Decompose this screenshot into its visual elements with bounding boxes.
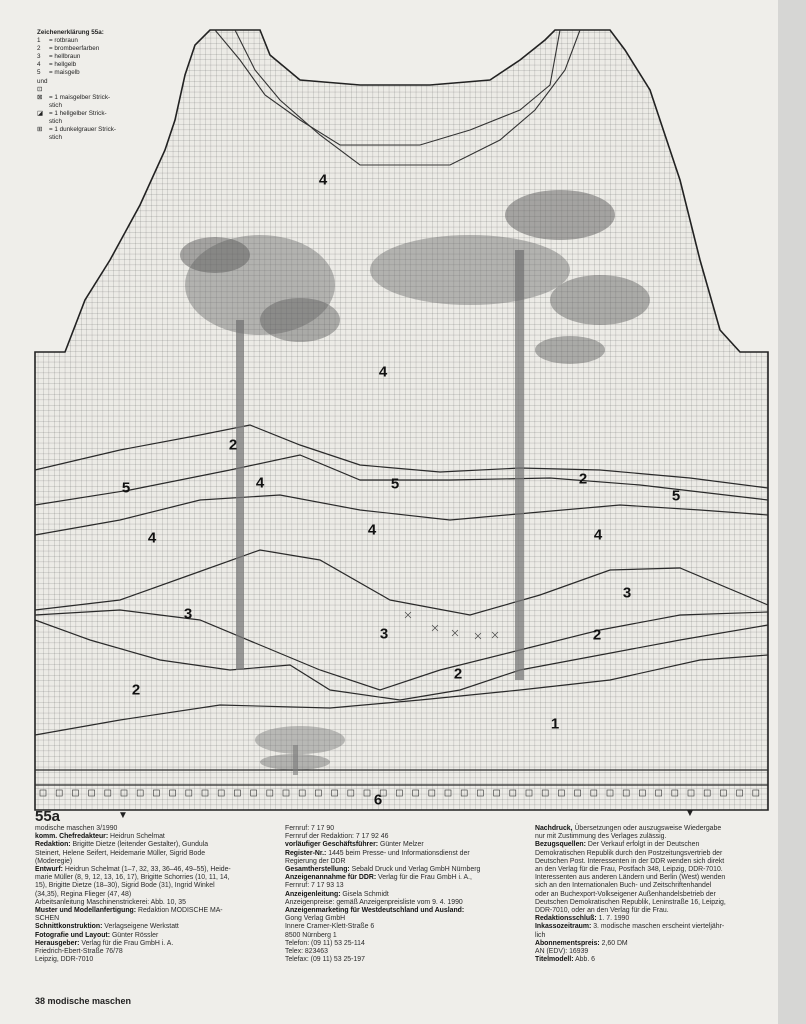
imprint-line [285, 940, 480, 948]
legend-item [37, 110, 137, 118]
colour-zone-label: 2 [453, 665, 463, 683]
imprint-line [35, 948, 231, 956]
imprint-text: Fernruf: 7 17 90 [285, 825, 335, 832]
colour-zone-label: 4 [147, 529, 157, 547]
imprint-label: Inkassozeitraum: [535, 923, 592, 931]
imprint-label: Entwurf: [35, 866, 63, 874]
imprint-line [35, 899, 231, 907]
colour-zone-label: 5 [390, 475, 400, 493]
legend-text: = maisgelb [49, 69, 80, 77]
imprint-line [285, 907, 480, 915]
imprint-text: Der Verkauf erfolgt in der Deutschen [585, 841, 700, 849]
imprint-text: Leipzig, DDR-7010 [35, 956, 94, 964]
imprint-column-right [535, 825, 726, 964]
legend-key: 1 [37, 37, 41, 45]
legend-item [37, 61, 137, 69]
imprint-label: Herausgeber: [35, 939, 80, 947]
imprint-text: Friedrich-Ebert-Straße 76/78 [35, 948, 123, 956]
imprint-text: Verlag für die Frau GmbH i. A. [79, 939, 174, 947]
colour-zone-label: 5 [121, 479, 131, 497]
imprint-text: Fernruf: 7 17 93 13 [285, 882, 344, 890]
imprint-text: modische maschen 3/1990 [35, 825, 118, 832]
imprint-text: Günter Melzer [378, 841, 424, 849]
legend-text: stich [49, 101, 62, 109]
imprint-text: (Moderegie) [35, 857, 73, 865]
imprint-line [535, 932, 726, 940]
imprint-text: Gisela Schmidt [340, 890, 389, 898]
imprint-line [35, 841, 231, 849]
legend-text: = 1 dunkelgrauer Strick- [49, 126, 117, 134]
imprint-text: Demokratischen Republik durch den Postzeitungsvertrieb der [535, 849, 723, 857]
imprint-line [535, 825, 726, 833]
imprint-line [35, 940, 231, 948]
imprint-line [285, 882, 480, 890]
imprint-line [285, 899, 480, 907]
imprint-text: DDR-7010, oder an den Verlag für die Frau. [535, 907, 669, 915]
legend-item [37, 118, 137, 126]
legend-item [37, 37, 137, 45]
imprint-label: vorläufiger Geschäftsführer: [285, 841, 379, 849]
imprint-line [535, 841, 726, 849]
imprint-text: sich an den Internationalen Buch- und Zeitschriftenhandel [535, 882, 712, 890]
imprint-label: Nachdruck, [535, 825, 573, 832]
imprint-line [35, 932, 231, 940]
imprint-line [535, 907, 726, 915]
imprint-line [535, 882, 726, 890]
imprint-line [35, 874, 231, 882]
imprint-label: Fotografie und Layout: [35, 931, 111, 939]
imprint-text: Telex: 823463 [285, 948, 328, 956]
imprint-text: Heidrun Schelmat [108, 833, 165, 841]
imprint-line [285, 932, 480, 940]
imprint-text: Steinert, Helene Seifert, Heidemarie Müller, Sigrid Bode [35, 849, 206, 857]
imprint-text: 2,60 DM [599, 939, 628, 947]
imprint-text: marie Müller (8, 9, 12, 13, 16, 17), Brigitte Schorries (10, 11, 14, [35, 874, 230, 882]
page-footer: 38 modische maschen [35, 996, 132, 1006]
legend-text: = 1 hellgelber Strick- [49, 109, 107, 117]
imprint-text: Anzeigenpreise: gemäß Anzeigenpreisliste vom 9. 4. 1990 [285, 898, 463, 906]
imprint-text: AN (EDV): 16939 [535, 948, 589, 956]
imprint-line [35, 956, 231, 964]
legend-item [37, 126, 137, 134]
imprint-line [285, 841, 480, 849]
colour-zone-label: 2 [578, 470, 588, 488]
imprint-line [35, 915, 231, 923]
imprint-label: Register-Nr.: [285, 849, 327, 857]
imprint-text: Übersetzungen oder auszugsweise Wiedergabe [572, 825, 722, 832]
page-edge [778, 0, 806, 1024]
imprint-text: Deutschen Post. Interessenten in der DDR wenden sich direkt [535, 857, 725, 865]
arrow-down-icon: ▼ [685, 808, 695, 819]
imprint-label: Titelmodell: [535, 956, 574, 964]
colour-zone-label: 3 [379, 625, 389, 643]
legend-key [37, 102, 49, 110]
colour-zone-label: 3 [183, 605, 193, 623]
legend-key [37, 118, 49, 126]
legend-key: 5 und ⊡ [37, 69, 48, 93]
imprint-line [35, 850, 231, 858]
colour-zone-label: 3 [622, 584, 632, 602]
imprint-line [35, 891, 231, 899]
imprint-line [285, 948, 480, 956]
legend-key: ⊠ [37, 93, 43, 101]
legend-item [37, 69, 137, 93]
legend-text: = brombeerfarben [49, 45, 100, 53]
legend-item [37, 102, 137, 110]
legend-text: = 1 maisgelber Strick- [49, 93, 111, 101]
imprint-label: komm. Chefredakteur: [35, 833, 109, 841]
colour-zone-label: 2 [592, 626, 602, 644]
imprint-text: 3. modische maschen erscheint vierteljähr- [591, 923, 725, 931]
colour-zone-label: 2 [228, 436, 238, 454]
colour-zone-label: 4 [318, 171, 328, 189]
legend-item [37, 134, 137, 142]
legend-key: 2 [37, 45, 41, 53]
imprint-text: Brigitte Dietze (leitender Gestalter), Gundula [70, 841, 209, 849]
imprint-line [535, 915, 726, 923]
colour-zone-label: 4 [593, 526, 603, 544]
imprint-text: Fernruf der Redaktion: 7 17 92 46 [285, 833, 389, 841]
imprint-text: SCHEN [35, 915, 60, 923]
imprint-label: Schnittkonstruktion: [35, 923, 103, 931]
imprint-text: oder an Buchexport-Volkseigener Außenhandelsbetrieb der [535, 890, 716, 898]
imprint-text: Abb. 6 [573, 956, 596, 964]
colour-zone-label: 4 [255, 474, 265, 492]
imprint-text: Verlag für die Frau GmbH i. A., [376, 874, 472, 882]
imprint-text: Heidrun Schelmat (1–7, 32, 33, 36–46, 49–55), Heide- [62, 866, 231, 874]
imprint-line [35, 923, 231, 931]
imprint-line [285, 850, 480, 858]
imprint-label: Muster und Modellanfertigung: [35, 907, 137, 915]
imprint-text: Verlagseigene Werkstatt [102, 923, 179, 931]
imprint-text: Regierung der DDR [285, 857, 346, 865]
legend-item [37, 53, 137, 61]
imprint-text: Telefon: (09 11) 53 25-114 [285, 939, 365, 947]
figure-number: 55a [35, 808, 61, 825]
legend [35, 28, 139, 143]
imprint-text: 15), Brigitte Dietze (18–30), Sigrid Bode (31), Ingrid Winkel [35, 882, 215, 890]
imprint-text: Interessenten aus anderen Ländern und Berlin (West) wenden [535, 874, 726, 882]
imprint-line [535, 923, 726, 931]
imprint-text: Arbeitsanleitung Maschinenstrickerei: Abb. 10, 35 [35, 898, 186, 906]
legend-key [37, 134, 49, 142]
imprint-label: Redaktion: [35, 841, 71, 849]
legend-item [37, 45, 137, 53]
imprint-line [285, 891, 480, 899]
imprint-label: Anzeigenleitung: [285, 890, 341, 898]
imprint-text: Redaktion MODISCHE MA- [136, 907, 223, 915]
imprint-line [285, 866, 480, 874]
arrow-down-icon: ▼ [118, 810, 128, 821]
imprint-line [35, 866, 231, 874]
imprint-line [35, 858, 231, 866]
colour-zone-label: 1 [550, 715, 560, 733]
imprint-label: Redaktionsschluß: [535, 915, 597, 923]
imprint-text: Günter Rössler [110, 931, 159, 939]
legend-text: stich [49, 134, 62, 142]
imprint-label: Abonnementspreis: [535, 939, 600, 947]
imprint-line [285, 923, 480, 931]
imprint-label: Gesamtherstellung: [285, 866, 350, 874]
imprint-line [535, 956, 726, 964]
legend-key: 4 [37, 61, 41, 69]
colour-zone-label: 6 [373, 791, 383, 809]
imprint-text: lich [535, 931, 546, 939]
imprint-line [535, 948, 726, 956]
legend-key: ◪ [37, 109, 43, 117]
legend-text: = rotbraun [49, 37, 78, 45]
imprint-line [535, 940, 726, 948]
imprint-column-middle [285, 825, 480, 964]
imprint-line [35, 833, 231, 841]
imprint-text: 1445 beim Presse- und Informationsdienst der [326, 849, 470, 857]
colour-zone-label: 4 [367, 521, 377, 539]
imprint-line [535, 874, 726, 882]
imprint-text: Deutschen Demokratischen Republik, Leninstraße 16, Leipzig, [535, 898, 726, 906]
colour-zone-label: 4 [378, 363, 388, 381]
imprint-line [285, 915, 480, 923]
imprint-line [535, 899, 726, 907]
grid-area [35, 25, 770, 815]
imprint-label: Anzeigenmarketing für Westdeutschland und Ausland: [285, 907, 465, 915]
imprint-text: Telefax: (09 11) 53 25-197 [285, 956, 365, 964]
legend-item [37, 94, 137, 102]
imprint-text: 1. 7. 1990 [596, 915, 630, 923]
imprint-line [285, 833, 480, 841]
imprint-line [285, 956, 480, 964]
imprint-line [535, 833, 726, 841]
imprint-text: an den Verlag für die Frau, Postfach 348, Leipzig, DDR-7010. [535, 866, 723, 874]
legend-title: Zeichenerklärung 55a: [37, 29, 104, 36]
imprint-line [285, 858, 480, 866]
imprint-column-left [35, 825, 231, 964]
imprint-text: Innere Cramer-Klett-Straße 6 [285, 923, 375, 931]
imprint-text: nur mit Zustimmung des Verlages zulässig. [535, 833, 667, 841]
imprint-line [285, 874, 480, 882]
legend-key: 3 [37, 53, 41, 61]
imprint-line [535, 891, 726, 899]
legend-text: stich [49, 118, 62, 126]
imprint-text: Gong Verlag GmbH [285, 915, 346, 923]
legend-text: = hellgelb [49, 61, 77, 69]
imprint-text: (34,35), Regina Flieger (47, 48) [35, 890, 132, 898]
legend-key: ⊞ [37, 126, 43, 134]
colour-zone-label: 5 [671, 487, 681, 505]
imprint-label: Anzeigenannahme für DDR: [285, 874, 377, 882]
imprint-line [35, 907, 231, 915]
imprint-text: 8500 Nürnberg 1 [285, 931, 337, 939]
imprint-line [535, 866, 726, 874]
imprint-line [535, 858, 726, 866]
legend-text: = hellbraun [49, 53, 81, 61]
imprint-line [35, 825, 231, 833]
imprint-line [285, 825, 480, 833]
imprint-text: Sebald Druck und Verlag GmbH Nürnberg [349, 866, 481, 874]
imprint-line [35, 882, 231, 890]
imprint-label: Bezugsquellen: [535, 841, 586, 849]
colour-zone-label: 2 [131, 681, 141, 699]
imprint-line [535, 850, 726, 858]
